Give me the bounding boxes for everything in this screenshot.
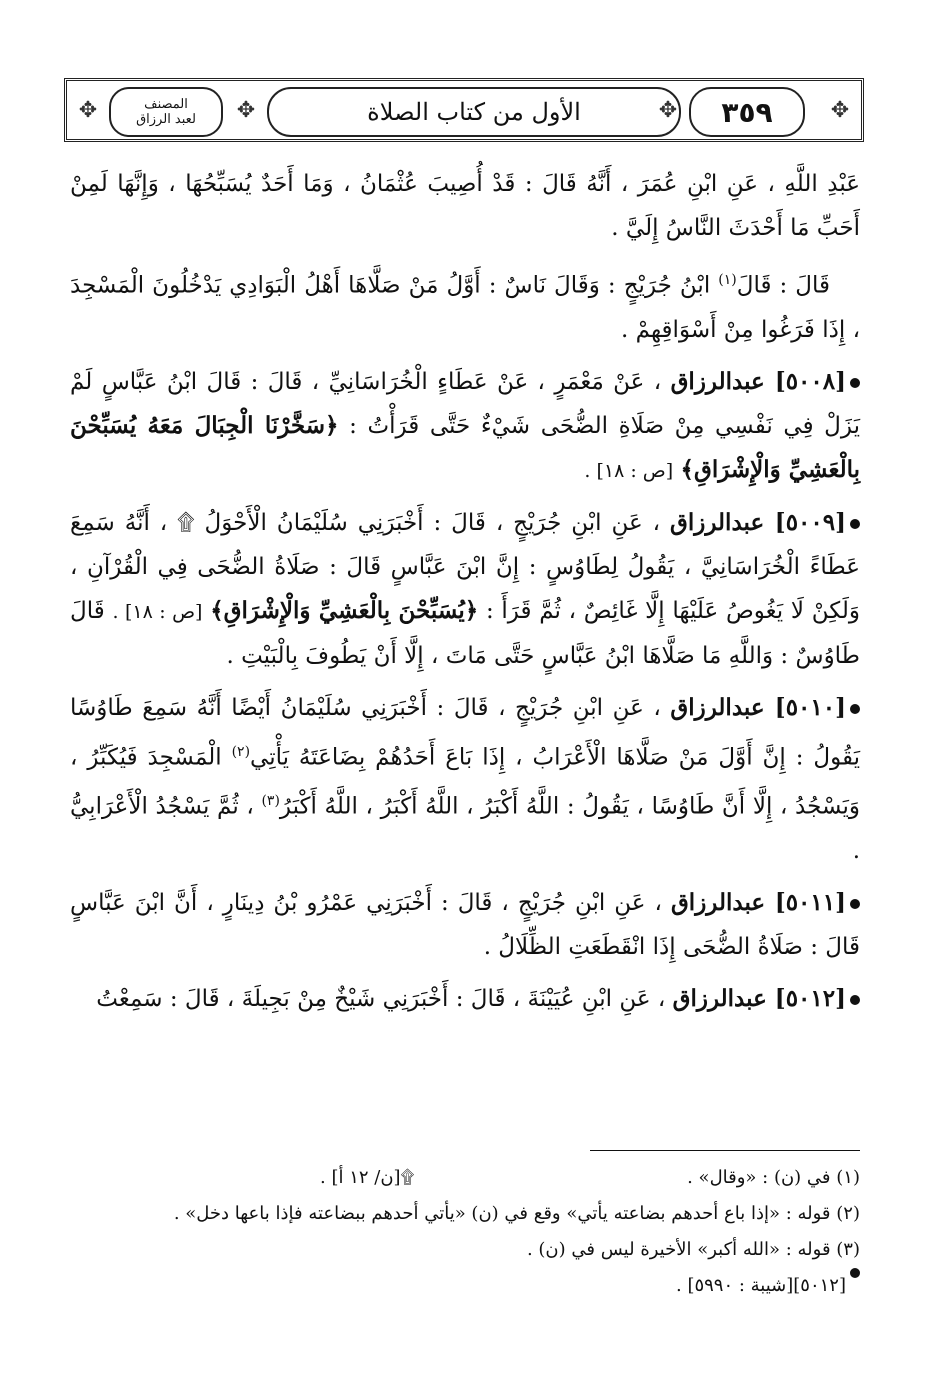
bullet-icon	[850, 899, 860, 909]
entry-5008-quran: ﴿سَخَّرْنَا الْجِبَالَ مَعَهُ يُسَبِّحْنَ بِالْعَشِيِّ وَالْإِشْرَاقِ﴾	[70, 411, 860, 483]
entry-5009-text-2: قَالَ طَاوُسٌ : وَاللَّهِ مَا صَلَّاهَا ابْنُ عَبَّاسٍ حَتَّى مَاتَ ، إِلَّا أَنْ يَطُوفَ بِالْبَيْتِ .	[70, 597, 860, 669]
footnote-marker-2: (٢)	[231, 743, 251, 760]
entry-5009-text: ، عَنِ ابْنِ جُرَيْجٍ ، قَالَ : أَخْبَرَنِي سُلَيْمَانُ الْأَحْوَلُ ۩ ، أَنَّهُ سَمِعَ عَطَاءً الْخُرَاسَانِيَّ ، يَقُولُ لِطَاوُسٍ : إِنَّ ابْنَ عَبَّاسٍ قَالَ : صَلَاةُ الضُّحَى فِي الْقُرْآنِ ، وَلَكِنْ لَا يَغُوصُ عَلَيْهَا إِلَّا غَائِصٌ ، ثُمَّ قَرَأَ :	[70, 509, 861, 624]
footnote-4	[70, 1268, 860, 1304]
page-header	[64, 78, 864, 142]
entry-5008-head: [٥٠٠٨] عبدالرزاق	[670, 367, 847, 395]
ornament-middle-left-icon: ✥	[236, 97, 256, 123]
bullet-icon	[850, 519, 860, 529]
entry-5008	[70, 360, 860, 493]
entry-5011	[70, 881, 860, 969]
footnote-2: (٢) قوله : «إذا باع أحدهم بضاعته يأتي» وقع في (ن) «يأتي أحدهم ببضاعته فإذا باعها دخل» .	[173, 1203, 860, 1224]
book-line-2: لعبد الرزاق	[136, 112, 196, 127]
book-line-1: المصنف	[144, 97, 188, 112]
entry-5010	[70, 686, 860, 873]
footnote-marker-3: (٣)	[261, 793, 280, 810]
footnote-divider	[590, 1150, 860, 1151]
entry-5012-text: ، عَنِ ابْنِ عُيَيْنَةَ ، قَالَ : أَخْبَرَنِي شَيْخٌ مِنْ بَجِيلَةَ ، قَالَ : سَمِعْتُ	[96, 985, 666, 1012]
bullet-icon	[850, 704, 860, 714]
entry-5009-ref: [ص : ١٨] .	[112, 600, 203, 623]
footnote-3: (٣) قوله : «الله أكبر» الأخيرة ليس في (ن) .	[526, 1239, 860, 1260]
paragraph-2	[70, 258, 860, 352]
entry-5011-text: ، عَنِ ابْنِ جُرَيْجٍ ، قَالَ : أَخْبَرَنِي عَمْرُو بْنُ دِينَارٍ ، أَنَّ ابْنَ عَبَّاسٍ قَالَ : صَلَاةُ الضُّحَى إِذَا انْقَطَعَتِ الظِّلَالُ .	[70, 889, 860, 960]
entry-5012	[70, 977, 860, 1021]
entry-5009-head: [٥٠٠٩] عبدالرزاق	[670, 508, 847, 536]
entry-5010-head: [٥٠١٠] عبدالرزاق	[670, 693, 847, 721]
entry-5009-quran: ﴿يُسَبِّحْنَ بِالْعَشِيِّ وَالْإِشْرَاقِ﴾	[210, 596, 479, 624]
entry-5011-head: [٥٠١١] عبدالرزاق	[670, 888, 847, 916]
footnote-marker-1: (١)	[718, 272, 737, 288]
entry-5012-head: [٥٠١٢] عبدالرزاق	[672, 984, 846, 1012]
ornament-left-icon: ✥	[78, 97, 98, 123]
footnote-ms-ref: ۩[ن/ ١٢ أ] .	[320, 1167, 415, 1188]
entry-5009	[70, 501, 860, 678]
bullet-icon	[850, 1268, 860, 1278]
footnote-row-1	[320, 1160, 860, 1196]
entry-5010-text-2: الْمَسْجِدَ فَيُكَبِّرُ ، وَيَسْجُدُ ، إِلَّا أَنَّ طَاوُسًا ، يَقُولُ : اللَّهُ أَكْبَرُ ، اللَّهُ أَكْبَرُ ، اللَّهُ أَكْبَرُ	[70, 744, 861, 820]
entry-5008-ref: [ص : ١٨] .	[584, 459, 674, 482]
page-number: ٣٥٩	[689, 87, 805, 137]
p2-rest: ابْنُ جُرَيْجٍ : وَقَالَ نَاسٌ : أَوَّلُ مَنْ صَلَّاهَا أَهْلُ الْبَوَادِي يَدْخُلُونَ الْمَسْجِدَ ، إِذَا فَرَغُوا مِنْ أَسْوَاقِهِمْ .	[70, 272, 860, 343]
entry-5008-text: ، عَنْ مَعْمَرٍ ، عَنْ عَطَاءٍ الْخُرَاسَانِيِّ ، قَالَ : قَالَ ابْنُ عَبَّاسٍ لَمْ يَزَلْ فِي نَفْسِي مِنْ صَلَاةِ الضُّحَى شَيْءٌ حَتَّى قَرَأْتُ :	[70, 368, 860, 439]
p2-start: قَالَ : قَالَ	[736, 272, 830, 299]
bullet-icon	[850, 995, 860, 1005]
paragraph-1: عَبْدِ اللَّهِ ، عَنِ ابْنِ عُمَرَ ، أَنَّهُ قَالَ : قَدْ أُصِيبَ عُثْمَانُ ، وَمَا أَحَدٌ يُسَبِّحُهَا ، وَإِنَّهَا لَمِنْ أَحَبِّ مَا أَحْدَثَ النَّاسُ إِلَيَّ .	[70, 171, 860, 241]
entry-5010-text: ، عَنِ ابْنِ جُرَيْجٍ ، قَالَ : أَخْبَرَنِي سُلَيْمَانُ أَيْضًا أَنَّهُ سَمِعَ طَاوُسًا يَقُولُ : إِنَّ أَوَّلَ مَنْ صَلَّاهَا الْأَعْرَابُ ، إِذَا بَاعَ أَحَدُهُمْ بِضَاعَتَهُ يَأْتِي	[70, 694, 861, 771]
entry-5010-text-3: ، ثُمَّ يَسْجُدُ الْأَعْرَابِيُّ .	[70, 793, 860, 864]
footnote-1: (١) في (ن) : «وقال» .	[687, 1167, 860, 1188]
footnote-4-text: [٥٠١٢][شيبة : ٥٩٩٠] .	[676, 1275, 846, 1296]
footnotes	[70, 1160, 860, 1304]
main-text	[70, 162, 860, 1029]
book-emblem	[109, 87, 223, 137]
ornament-middle-right-icon: ✥	[658, 97, 678, 123]
chapter-title: الأول من كتاب الصلاة	[267, 87, 681, 137]
ornament-right-icon: ✥	[830, 97, 850, 123]
bullet-icon	[850, 378, 860, 388]
